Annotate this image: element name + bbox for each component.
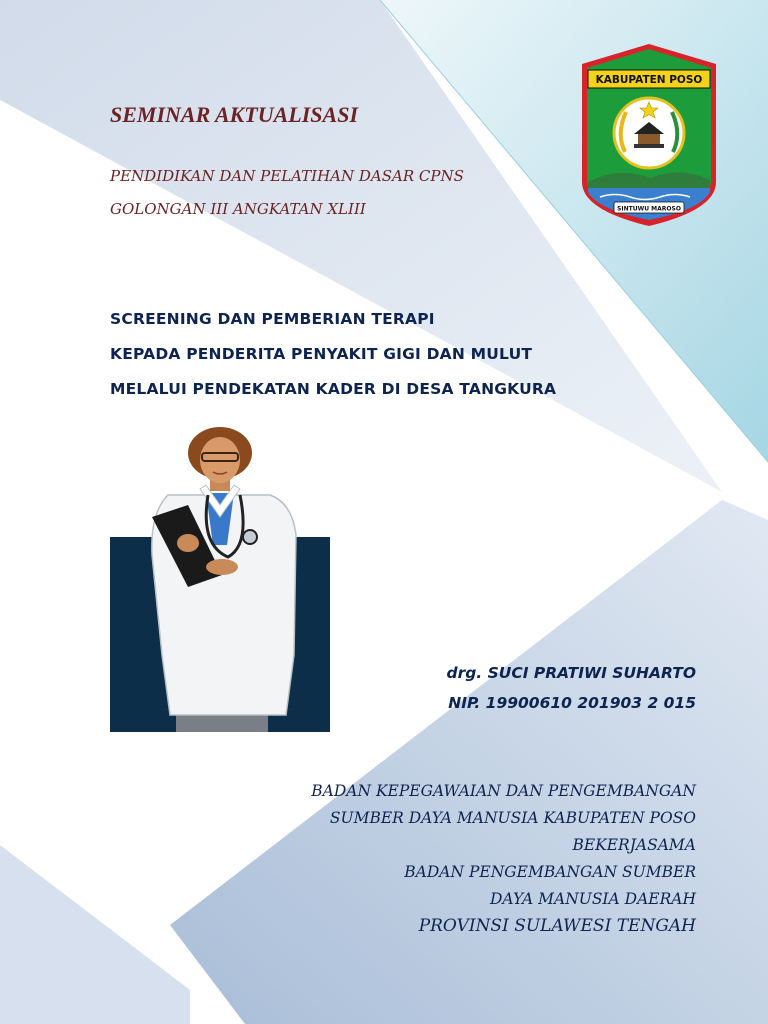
background-panel-corner — [0, 845, 190, 1024]
doctor-hand-right — [206, 559, 238, 575]
emblem-house-body — [638, 134, 660, 144]
seminar-title: SEMINAR AKTUALISASI — [110, 102, 359, 127]
institution-line-1: BADAN KEPEGAWAIAN DAN PENGEMBANGAN — [311, 782, 696, 800]
topic-line-1: SCREENING DAN PEMBERIAN TERAPI — [110, 310, 435, 328]
emblem-banner-text: KABUPATEN POSO — [595, 74, 703, 86]
author-name: drg. SUCI PRATIWI SUHARTO — [446, 664, 696, 682]
doctor-hand-left — [177, 534, 199, 552]
institution-line-2: SUMBER DAYA MANUSIA KABUPATEN POSO — [329, 809, 696, 827]
doctor-clipart-icon — [110, 425, 330, 732]
kabupaten-poso-emblem-icon — [580, 42, 718, 228]
author-nip: NIP. 19900610 201903 2 015 — [448, 694, 696, 712]
subtitle-line-2: GOLONGAN III ANGKATAN XLIII — [110, 200, 366, 218]
topic-line-2: KEPADA PENDERITA PENYAKIT GIGI DAN MULUT — [110, 345, 533, 363]
emblem-motto-text: SINTUWU MAROSO — [617, 205, 681, 213]
institution-line-4: BADAN PENGEMBANGAN SUMBER — [404, 863, 696, 881]
topic-line-3: MELALUI PENDEKATAN KADER DI DESA TANGKURA — [110, 380, 557, 398]
subtitle-line-1: PENDIDIKAN DAN PELATIHAN DASAR CPNS — [110, 167, 464, 185]
institution-line-6: PROVINSI SULAWESI TENGAH — [418, 916, 696, 936]
institution-block — [311, 778, 696, 940]
institution-line-3: BEKERJASAMA — [572, 836, 696, 854]
institution-line-5: DAYA MANUSIA DAERAH — [489, 890, 696, 908]
emblem-house-base — [634, 144, 664, 148]
stethoscope-head — [243, 530, 257, 544]
